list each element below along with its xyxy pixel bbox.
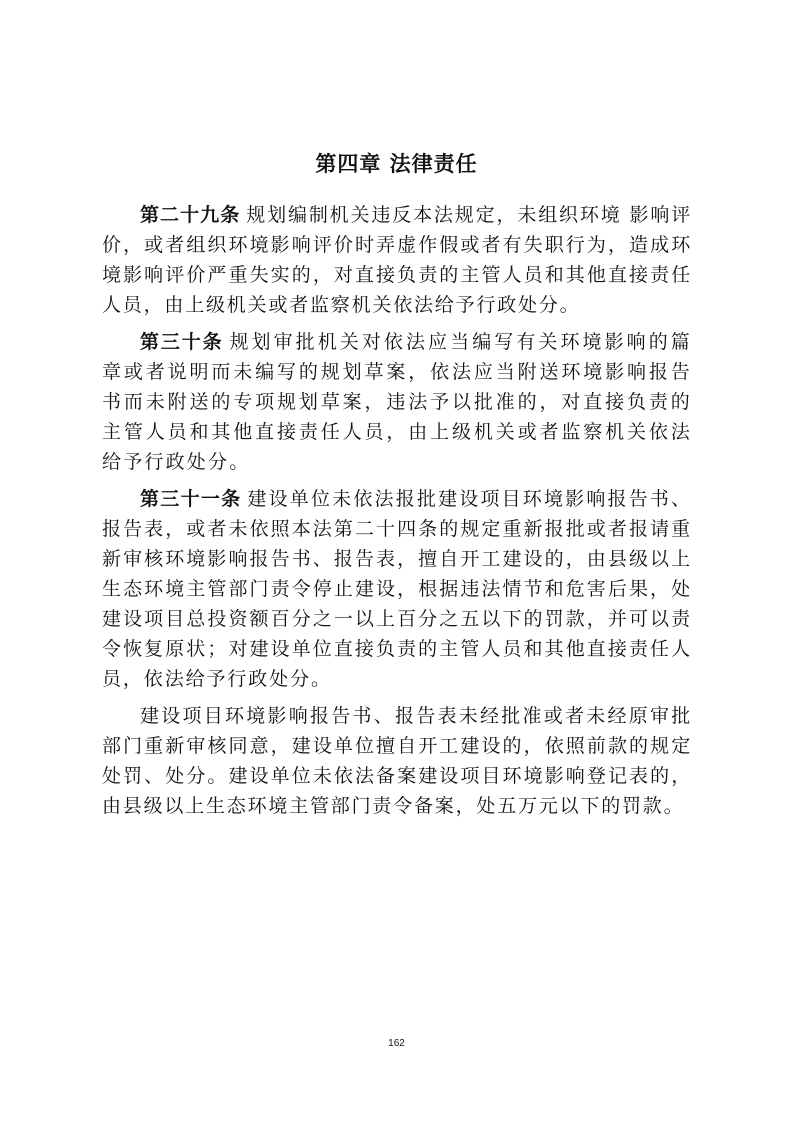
article-31-second-paragraph: 建设项目环境影响报告书、报告表未经批准或者未经原审批部门重新审核同意，建设单位擅自开工建设的，依照前款的规定处罚、处分。建设单位未依法备案建设项目环境影响登记表的，由县级以上生态环境主管部门责令备案，处五万元以下的罚款。 bbox=[102, 705, 692, 817]
article-31-label: 第三十一条 bbox=[140, 488, 242, 510]
chapter-title: 第四章 法律责任 bbox=[315, 152, 478, 176]
article-31-text: 建设单位未依法报批建设项目环境影响报告书、报告表，或者未依照本法第二十四条的规定重新报批或者报请重新审核环境影响报告书、报告表，擅自开工建设的，由县级以上生态环境主管部门责令停止建设，根据违法情节和危害后果，处建设项目总投资额百分之一以上百分之五以下的罚款，并可以责令恢复原状；对建设单位直接负责的主管人员和其他直接责任人员，依法给予行政处分。 bbox=[102, 488, 692, 690]
article-29-paragraph bbox=[102, 200, 692, 320]
article-30-label: 第三十条 bbox=[140, 331, 224, 353]
article-31-paragraph bbox=[102, 484, 692, 694]
article-30-text: 规划审批机关对依法应当编写有关环境影响的篇章或者说明而未编写的规划草案，依法应当附送环境影响报告书而未附送的专项规划草案，违法予以批准的，对直接负责的主管人员和其他直接责任人员，由上级机关或者监察机关依法给予行政处分。 bbox=[102, 331, 692, 473]
article-30-paragraph bbox=[102, 327, 692, 477]
page-number: 162 bbox=[388, 1038, 405, 1049]
article-29-text: 规划编制机关违反本法规定，未组织环境 影响评价，或者组织环境影响评价时弄虚作假或者有失职行为，造成环境影响评价严重失实的，对直接负责的主管人员和其他直接责任人员，由上级机关或者监察机关依法给予行政处分。 bbox=[102, 204, 692, 316]
document-body bbox=[102, 200, 692, 828]
article-29-label: 第二十九条 bbox=[140, 204, 241, 226]
